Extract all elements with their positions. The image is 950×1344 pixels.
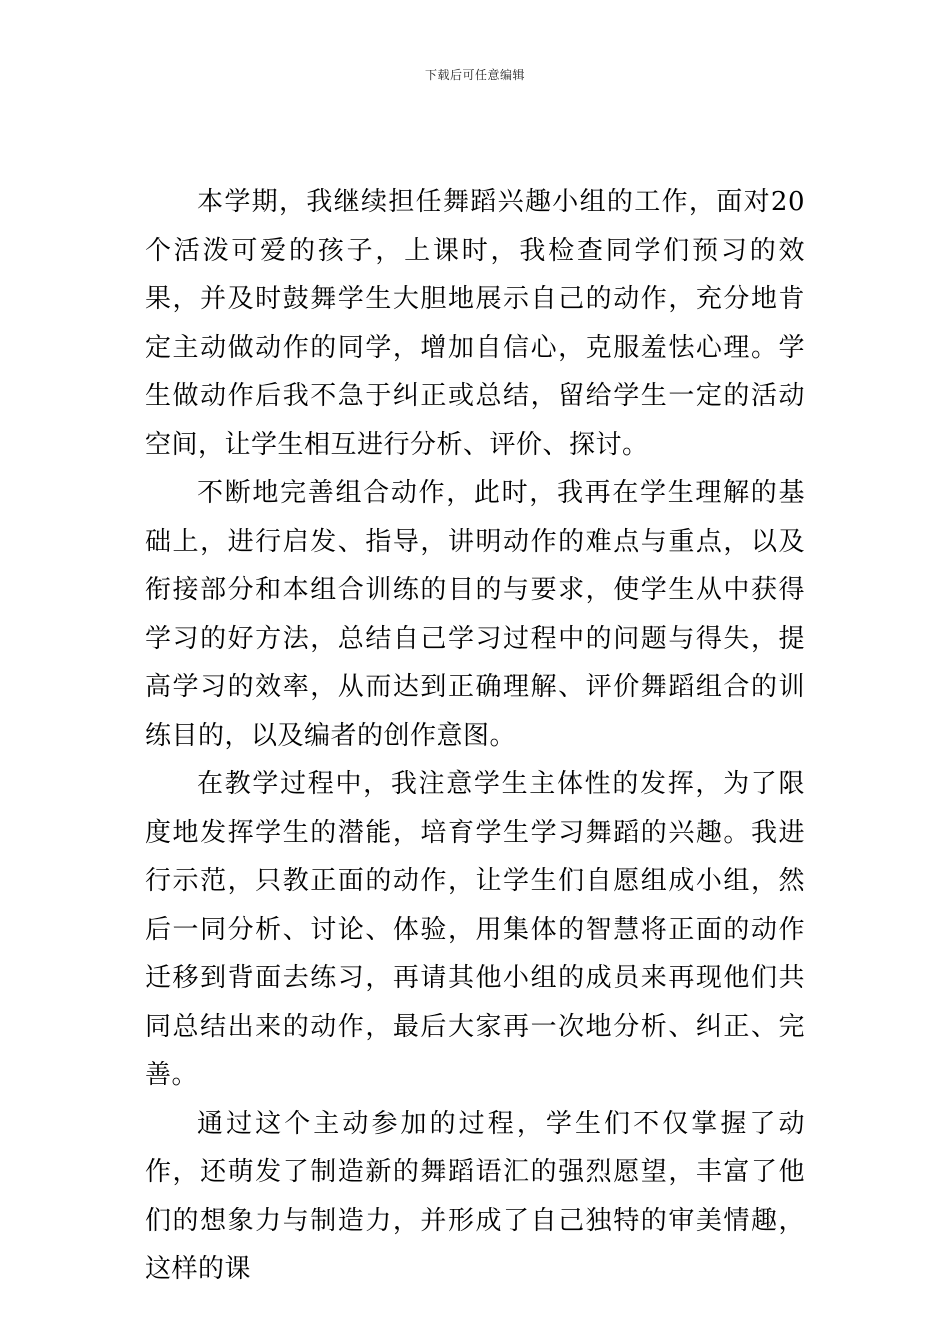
document-body [145,178,805,1294]
paragraph-2: 不断地完善组合动作，此时，我再在学生理解的基础上，进行启发、指导，讲明动作的难点与重点，以及衔接部分和本组合训练的目的与要求，使学生从中获得学习的好方法，总结自己学习过程中的问题与得失，提高学习的效率，从而达到正确理解、评价舞蹈组合的训练目的，以及编者的创作意图。 [145,478,805,751]
paragraph-1: 本学期，我继续担任舞蹈兴趣小组的工作，面对20个活泼可爱的孩子，上课时，我检查同学们预习的效果，并及时鼓舞学生大胆地展示自己的动作，充分地肯定主动做动作的同学，增加自信心，克服羞怯心理。学生做动作后我不急于纠正或总结，留给学生一定的活动空间，让学生相互进行分析、评价、探讨。 [145,187,805,460]
paragraph-3: 在教学过程中，我注意学生主体性的发挥，为了限度地发挥学生的潜能，培育学生学习舞蹈的兴趣。我进行示范，只教正面的动作，让学生们自愿组成小组，然后一同分析、讨论、体验，用集体的智慧将正面的动作迁移到背面去练习，再请其他小组的成员来再现他们共同总结出来的动作，最后大家再一次地分析、纠正、完善。 [145,769,805,1090]
page-header: 下载后可任意编辑 [424,68,525,82]
paragraph-4: 通过这个主动参加的过程，学生们不仅掌握了动作，还萌发了制造新的舞蹈语汇的强烈愿望，丰富了他们的想象力与制造力，并形成了自己独特的审美情趣，这样的课 [145,1108,805,1284]
